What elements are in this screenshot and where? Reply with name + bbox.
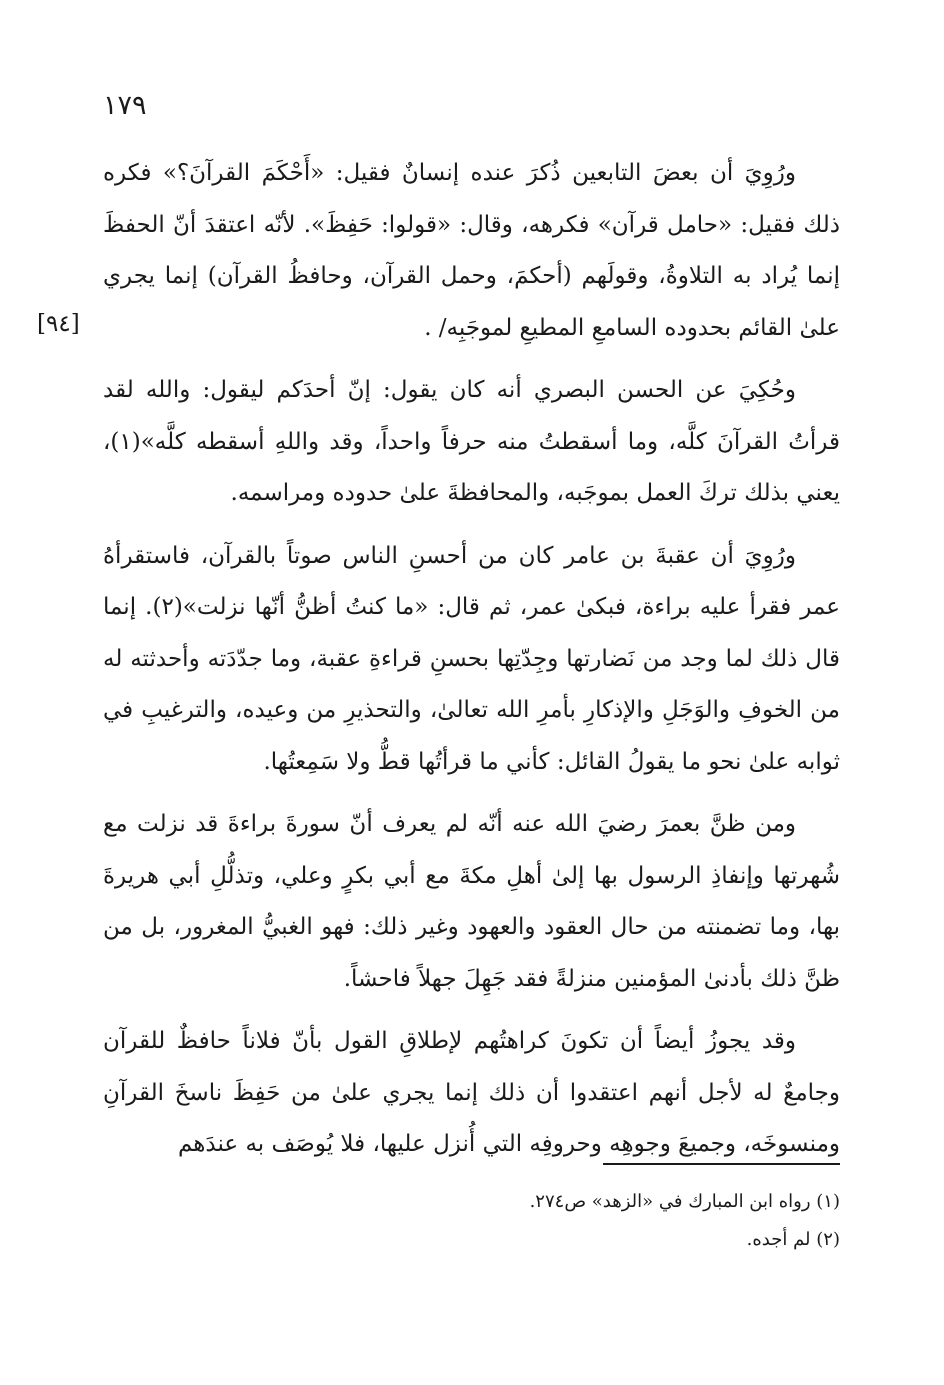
paragraph: وحُكِيَ عن الحسن البصري أنه كان يقول: إنّ أحدَكم ليقول: والله لقد قرأتُ القرآنَ كلَّه، وما أسقطتُ منه حرفاً واحداً، وقد واللهِ أسقطه كلَّه»(١)، يعني بذلك تركَ العمل بموجَبه، والمحافظةَ علىٰ حدوده ومراسمه. [103, 377, 840, 506]
margin-page-reference: [٩٤] [37, 311, 80, 337]
paragraph: ورُوِيَ أن بعضَ التابعين ذُكرَ عنده إنسانٌ فقيل: «أَحْكَمَ القرآنَ؟» فكره ذلك فقيل: «حامل قرآن» فكرهه، وقال: «قولوا: حَفِظَ». لأنّه اعتقدَ أنّ الحفظَ إنما يُراد به التلاوةُ، وقولَهم (أحكمَ، وحمل القرآن، وحافظُ القرآن) إنما يجري علىٰ القائم بحدوده السامعِ المطيعِ لموجَبِه/ . [103, 160, 840, 341]
paragraph: ومن ظنَّ بعمرَ رضيَ الله عنه أنّه لم يعرف أنّ سورةَ براءةَ قد نزلت مع شُهرتها وإنفاذِ الرسول بها إلىٰ أهلِ مكةَ مع أبي بكرٍ وعلي، وتذلُّلِ أبي هريرةَ بها، وما تضمنته من حال العقود والعهود وغير ذلك: فهو الغبيُّ المغرور، بل من ظنَّ ذلك بأدنىٰ المؤمنين منزلةً فقد جَهِلَ جهلاً فاحشاً. [103, 811, 840, 992]
footnote: (١) رواه ابن المبارك في «الزهد» ص٢٧٤. [529, 1191, 840, 1212]
footnotes [103, 1183, 840, 1259]
page-number: ١٧٩ [103, 90, 147, 121]
paragraph: ورُوِيَ أن عقبةَ بن عامر كان من أحسنِ الناس صوتاً بالقرآن، فاستقرأهُ عمر فقرأ عليه براءة، فبكىٰ عمر، ثم قال: «ما كنتُ أظنُّ أنّها نزلت»(٢). إنما قال ذلك لما وجد من نَضارتها وجِدّتِها بحسنِ قراءةِ عقبة، وما جدّدَته وأحدثته له من الخوفِ والوَجَلِ والإذكارِ بأمرِ الله تعالىٰ، والتحذيرِ من وعيده، والترغيبِ في ثوابه علىٰ نحو ما يقولُ القائل: كأني ما قرأتُها قطُّ ولا سَمِعتُها. [103, 542, 840, 775]
footnote-separator [603, 1163, 840, 1165]
footnote: (٢) لم أجده. [746, 1229, 840, 1250]
paragraph: وقد يجوزُ أيضاً أن تكونَ كراهتُهم لإطلاقِ القول بأنّ فلاناً حافظٌ للقرآن وجامعٌ له لأجل أنهم اعتقدوا أن ذلك إنما يجري علىٰ من حَفِظَ ناسخَ القرآنِ ومنسوخَه، وجميعَ وجوهِه وحروفِه التي أُنزل عليها، فلا يُوصَف به عندَهم [103, 1028, 840, 1157]
main-text [103, 148, 840, 1171]
